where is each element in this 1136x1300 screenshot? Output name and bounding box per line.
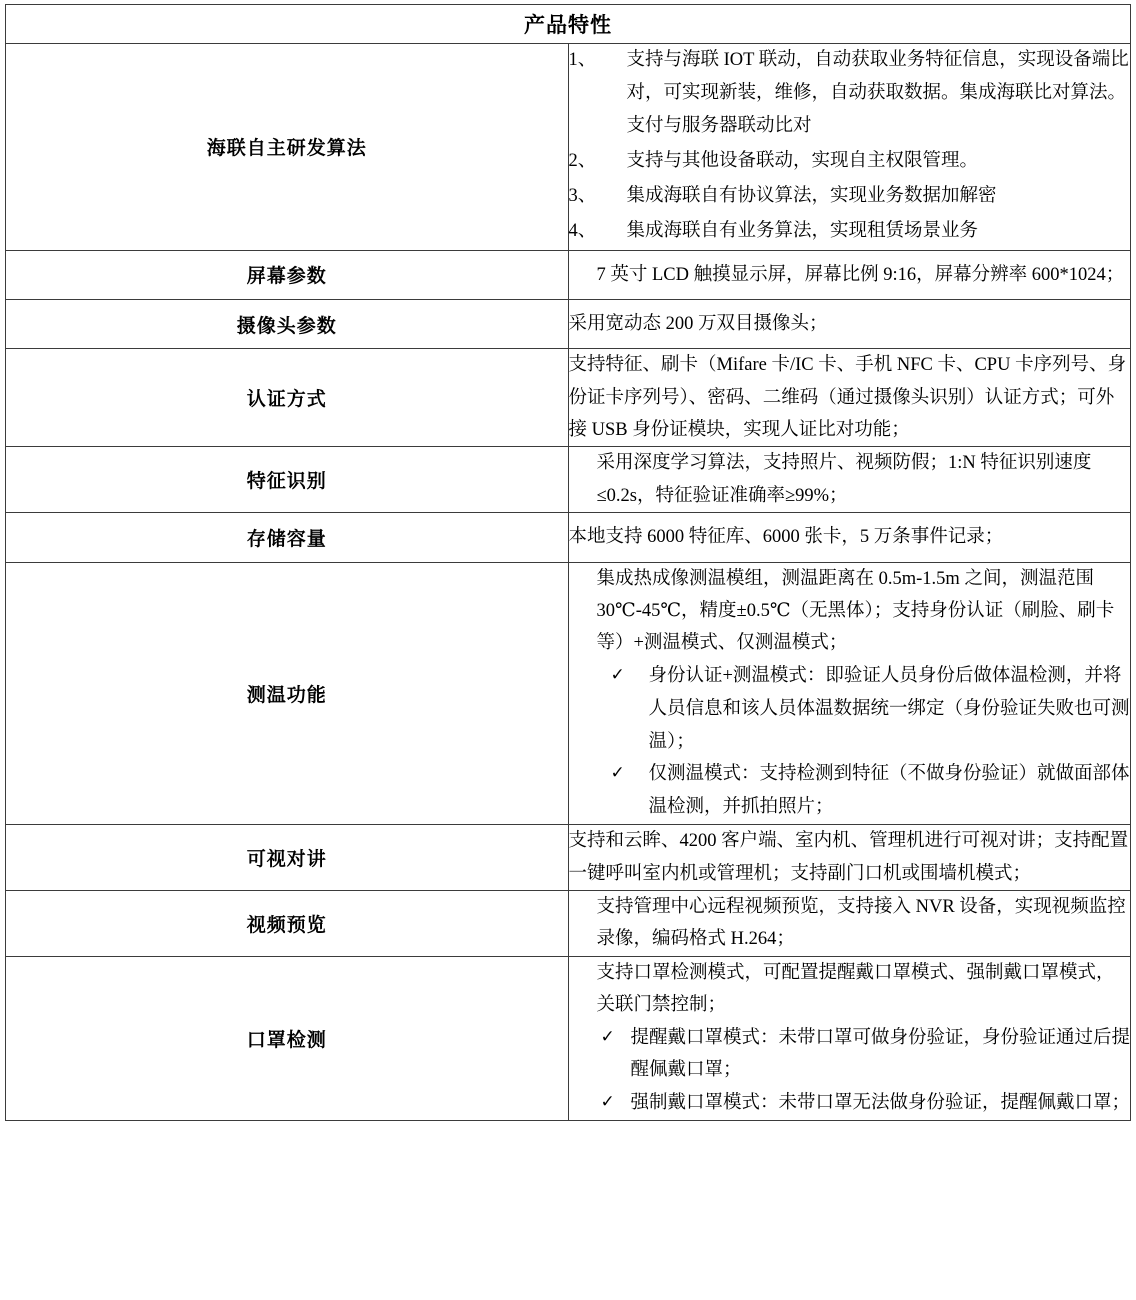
list-item bbox=[597, 660, 1131, 759]
row-label-recognition: 特征识别 bbox=[6, 447, 569, 513]
list-item-text: 集成海联自有业务算法，实现租赁场景业务 bbox=[626, 220, 979, 241]
paragraph: 采用宽动态 200 万双目摄像头； bbox=[568, 313, 828, 334]
paragraph: 7 英寸 LCD 触摸显示屏，屏幕比例 9:16，屏幕分辨率 600*1024； bbox=[596, 264, 1125, 285]
list-item bbox=[569, 44, 1131, 143]
row-content-mask-detection bbox=[568, 956, 1131, 1121]
table-row bbox=[6, 891, 1131, 957]
list-item-number: 4、 bbox=[568, 220, 597, 241]
list-item bbox=[569, 215, 1131, 248]
list-item-text: 集成海联自有协议算法，实现业务数据加解密 bbox=[626, 185, 997, 206]
paragraph: 集成热成像测温模组，测温距离在 0.5m-1.5m 之间，测温范围 30℃-45℃，精度±0.5℃（无黑体）；支持身份认证（刷脸、刷卡等）+测温模式、仅测温模式； bbox=[596, 568, 1115, 654]
check-icon: ✓ bbox=[600, 1092, 615, 1112]
row-content-algorithm bbox=[568, 44, 1131, 251]
table-row bbox=[6, 447, 1131, 513]
algorithm-numbered-list bbox=[569, 44, 1131, 248]
check-icon: ✓ bbox=[600, 1026, 615, 1046]
list-item bbox=[597, 758, 1131, 824]
list-item-text: 强制戴口罩模式：未带口罩无法做身份验证，提醒佩戴口罩； bbox=[630, 1093, 1131, 1114]
row-content-auth bbox=[568, 349, 1131, 447]
row-content-video-preview bbox=[568, 891, 1131, 957]
paragraph: 支持管理中心远程视频预览，支持接入 NVR 设备，实现视频监控录像，编码格式 H.264； bbox=[596, 897, 1126, 950]
row-label-camera: 摄像头参数 bbox=[6, 299, 569, 348]
paragraph: 支持特征、刷卡（Mifare 卡/IC 卡、手机 NFC 卡、CPU 卡序列号、身份证卡序列号）、密码、二维码（通过摄像头识别）认证方式；可外接 USB 身份证模块，实现人证比对功能； bbox=[568, 355, 1127, 441]
row-content-recognition bbox=[568, 447, 1131, 513]
mask-check-list bbox=[597, 1022, 1131, 1121]
row-content-camera bbox=[568, 299, 1131, 348]
row-label-temperature: 测温功能 bbox=[6, 562, 569, 825]
row-content-intercom bbox=[568, 825, 1131, 891]
list-item-text: 身份认证+测温模式：即验证人员身份后做体温检测，并将人员信息和该人员体温数据统一绑定（身份验证失败也可测温）； bbox=[648, 665, 1130, 752]
product-spec-document bbox=[5, 0, 1131, 1121]
table-row bbox=[6, 299, 1131, 348]
row-content-temperature bbox=[568, 562, 1131, 825]
paragraph: 支持口罩检测模式，可配置提醒戴口罩模式、强制戴口罩模式，关联门禁控制； bbox=[596, 962, 1115, 1016]
list-item-text: 支持与海联 IOT 联动，自动获取业务特征信息，实现设备端比对，可实现新装，维修，自动获取数据。集成海联比对算法。支付与服务器联动比对 bbox=[626, 50, 1129, 136]
row-label-auth: 认证方式 bbox=[6, 349, 569, 447]
list-item bbox=[569, 145, 1131, 178]
list-item-number: 1、 bbox=[568, 50, 597, 70]
check-icon: ✓ bbox=[610, 664, 625, 684]
table-row bbox=[6, 956, 1131, 1121]
row-label-algorithm: 海联自主研发算法 bbox=[6, 44, 569, 251]
row-label-mask-detection: 口罩检测 bbox=[6, 956, 569, 1121]
row-label-video-preview: 视频预览 bbox=[6, 891, 569, 957]
product-spec-table bbox=[5, 4, 1131, 1121]
row-label-intercom: 可视对讲 bbox=[6, 825, 569, 891]
list-item-number: 2、 bbox=[568, 150, 597, 171]
table-row bbox=[6, 349, 1131, 447]
row-label-storage: 存储容量 bbox=[6, 513, 569, 562]
table-row bbox=[6, 250, 1131, 299]
list-item-text: 支持与其他设备联动，实现自主权限管理。 bbox=[626, 150, 979, 171]
table-row bbox=[6, 562, 1131, 825]
page-title: 产品特性 bbox=[6, 5, 1131, 44]
row-label-screen: 屏幕参数 bbox=[6, 250, 569, 299]
table-title-row bbox=[6, 5, 1131, 44]
temperature-check-list bbox=[597, 660, 1131, 825]
list-item-text: 提醒戴口罩模式：未带口罩可做身份验证，身份验证通过后提醒佩戴口罩； bbox=[630, 1027, 1131, 1081]
row-content-screen bbox=[568, 250, 1131, 299]
table-row bbox=[6, 825, 1131, 891]
paragraph: 支持和云眸、4200 客户端、室内机、管理机进行可视对讲；支持配置一键呼叫室内机或管理机；支持副门口机或围墙机模式； bbox=[568, 831, 1129, 884]
table-row bbox=[6, 513, 1131, 562]
check-icon: ✓ bbox=[610, 763, 625, 783]
paragraph: 本地支持 6000 特征库、6000 张卡，5 万条事件记录； bbox=[568, 527, 1004, 548]
list-item bbox=[569, 180, 1131, 213]
row-content-storage bbox=[568, 513, 1131, 562]
list-item-number: 3、 bbox=[568, 185, 597, 206]
list-item-text: 仅测温模式：支持检测到特征（不做身份验证）就做面部体温检测，并抓拍照片； bbox=[648, 764, 1130, 818]
list-item bbox=[597, 1022, 1131, 1088]
paragraph: 采用深度学习算法，支持照片、视频防假；1:N 特征识别速度≤0.2s，特征验证准确率≥99%； bbox=[596, 453, 1092, 506]
table-row bbox=[6, 44, 1131, 251]
list-item bbox=[597, 1087, 1131, 1120]
